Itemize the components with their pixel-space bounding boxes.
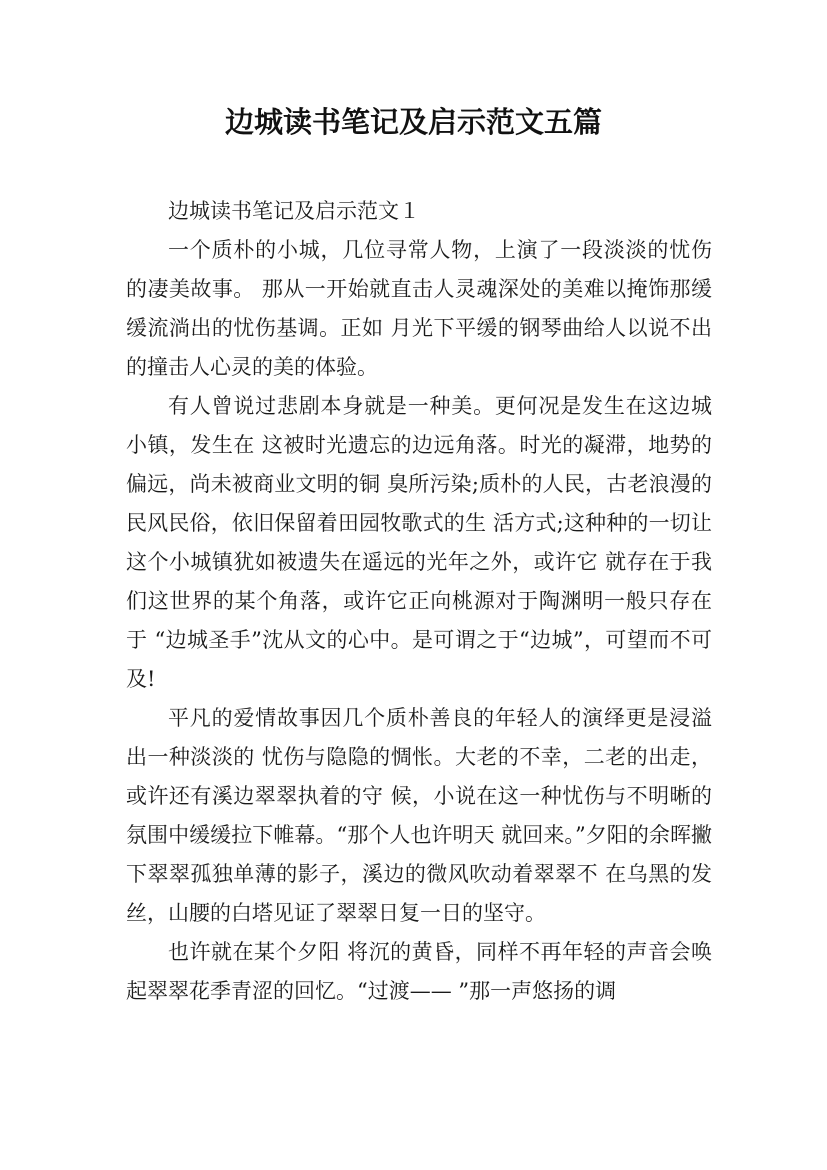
section-heading: 边城读书笔记及启示范文１: [168, 199, 420, 223]
paragraph-3: 平凡的爱情故事因几个质朴善良的年轻人的演绎更是浸溢出一种淡淡的 忧伤与隐隐的惆怅。大老的不幸，二老的出走，或许还有溪边翠翠执着的守 候，小说在这一种忧伤与不明晰的氛围中缓缓拉下帷幕。“那个人也许明天 就回来。”夕阳的余晖撇下翠翠孤独单薄的影子，溪边的微风吹动着翠翠不 在乌黑的发丝，山腰的白塔见证了翠翠日复一日的坚守。: [126, 706, 712, 925]
paragraph-2: 有人曾说过悲剧本身就是一种美。更何况是发生在这边城小镇，发生在 这被时光遗忘的边远角落。时光的凝滞，地势的偏远，尚未被商业文明的铜 臭所污染;质朴的人民，古老浪漫的民风民俗，依旧保留着田园牧歌式的生 活方式;这种种的一切让这个小城镇犹如被遗失在遥远的光年之外，或许它 就存在于我们这世界的某个角落，或许它正向桃源对于陶渊明一般只存在于 “边城圣手”沈从文的心中。是可谓之于“边城”，可望而不可及!: [126, 394, 712, 691]
paragraph-4: 也许就在某个夕阳 将沉的黄昏，同样不再年轻的声音会唤起翠翠花季青涩的回忆。“过渡—— ”那一声悠扬的调: [126, 940, 712, 1003]
paragraph-1: 一个质朴的小城，几位寻常人物，上演了一段淡淡的忧伤的凄美故事。 那从一开始就直击人灵魂深处的美难以掩饰那缓缓流淌出的忧伤基调。正如 月光下平缓的钢琴曲给人以说不出的撞击人心灵的美的体验。: [126, 238, 712, 379]
document-title: 边城读书笔记及启示范文五篇: [224, 105, 602, 139]
document-body: [126, 192, 712, 1011]
